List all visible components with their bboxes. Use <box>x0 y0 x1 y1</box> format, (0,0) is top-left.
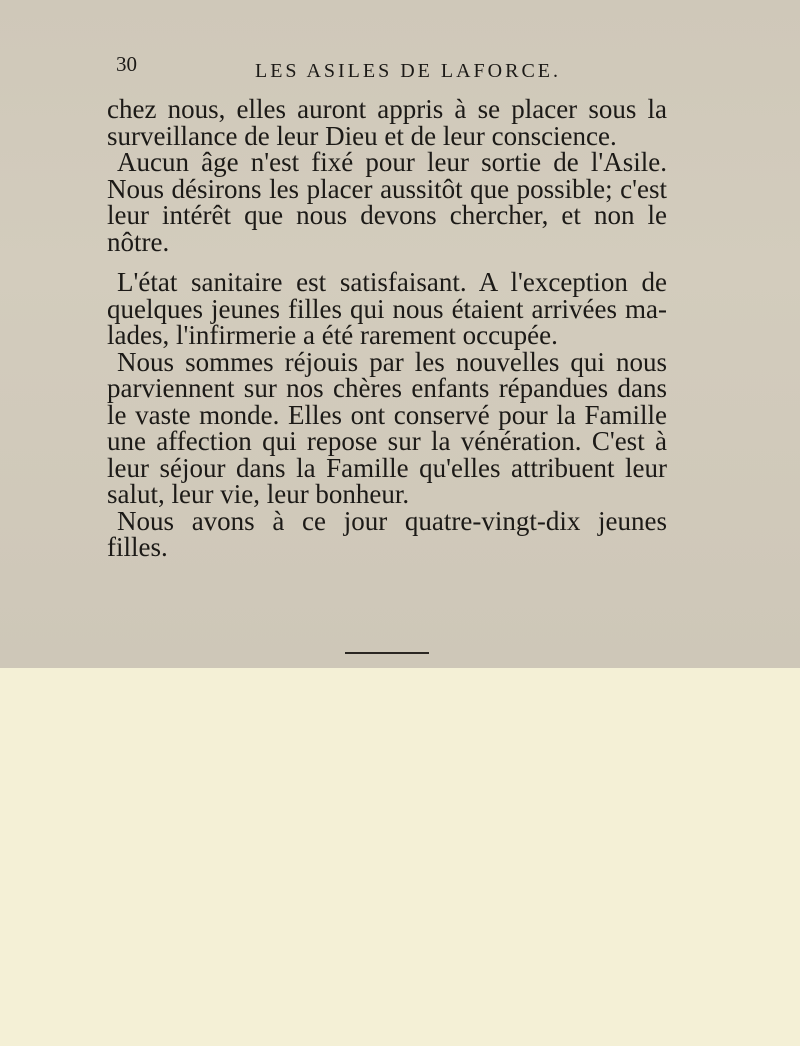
text-line: Nous sommes réjouis par les nouvelles qui nous <box>117 346 667 377</box>
text-line: leur séjour dans la Famille qu'elles attribuent leur <box>107 452 667 483</box>
text-line: lades, l'infirmerie a été rarement occupée. <box>107 320 558 350</box>
text-line: chez nous, elles auront appris à se placer sous la <box>107 94 667 124</box>
running-title: LES ASILES DE LAFORCE. <box>255 60 562 82</box>
text-line: quelques jeunes filles qui nous étaient arrivées ma- <box>107 293 667 324</box>
end-rule <box>345 652 429 654</box>
text-line: Aucun âge n'est fixé pour leur sortie de l'Asile. <box>117 147 667 177</box>
page-number: 30 <box>116 52 137 76</box>
paragraph-4 <box>107 346 667 509</box>
paragraph-2 <box>107 149 667 255</box>
paragraph-5 <box>107 505 667 562</box>
text-line: leur intérêt que nous devons chercher, et non le <box>107 200 667 230</box>
paragraph-3 <box>107 269 667 349</box>
body-text <box>107 96 667 561</box>
text-line: salut, leur vie, leur bonheur. <box>107 479 410 509</box>
text-line: une affection qui repose sur la vénération. C'est à <box>107 426 667 456</box>
text-line: L'état sanitaire est satisfaisant. A l'exception de <box>117 267 667 297</box>
text-line: parviennent sur nos chères enfants répandues dans <box>107 373 667 403</box>
text-line: filles. <box>107 532 168 562</box>
text-line: Nous désirons les placer aussitôt que possible; c'est <box>107 173 667 204</box>
text-line: le vaste monde. Elles ont conservé pour la Famille <box>107 399 667 430</box>
paragraph-1 <box>107 96 667 149</box>
text-line: surveillance de leur Dieu et de leur conscience. <box>107 120 617 151</box>
text-line: nôtre. <box>107 226 170 257</box>
text-line: Nous avons à ce jour quatre-vingt-dix jeunes <box>117 505 667 536</box>
